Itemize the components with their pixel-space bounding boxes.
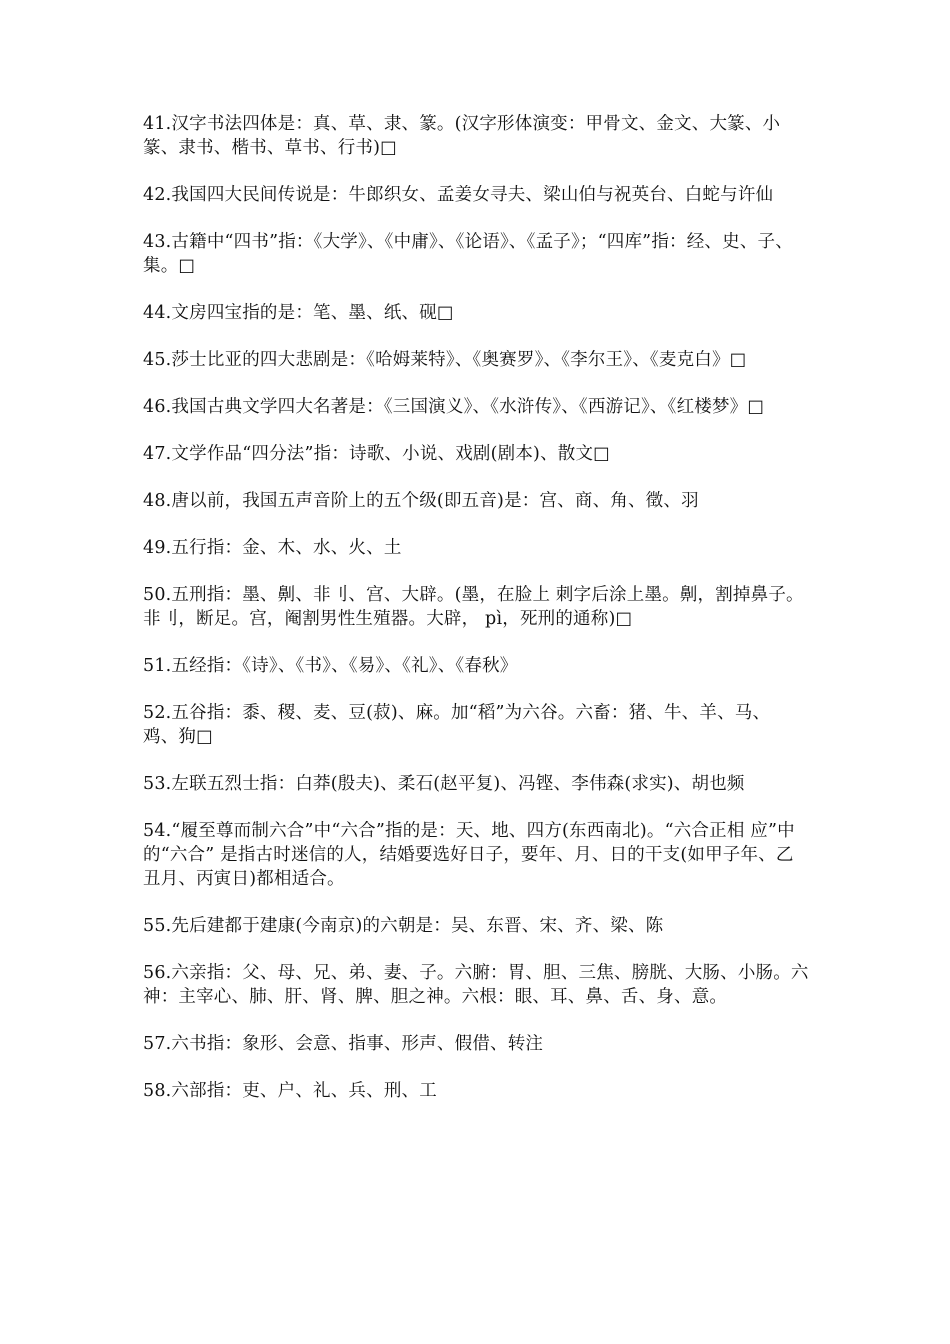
entry-49: 49.五行指：金、木、水、火、土 [143,538,402,558]
entry-52: 52.五谷指：黍、稷、麦、豆(菽)、麻。加“稻”为六谷。六畜：猪、牛、羊、马、 鸡、狗□ [143,703,771,747]
entry-41: 41.汉字书法四体是：真、草、隶、篆。(汉字形体演变：甲骨文、金文、大篆、小篆、隶书、楷书、草书、行书)□ [143,114,781,158]
entry-56: 56.六亲指：父、母、兄、弟、妻、子。六腑：胃、胆、三焦、膀胱、大肠、小肠。六神：主宰心、肺、肝、肾、脾、胆之神。六根：眼、耳、鼻、舌、身、意。 [143,963,809,1007]
entry-42: 42.我国四大民间传说是：牛郎织女、孟姜女寻夫、梁山伯与祝英台、白蛇与许仙 [143,185,774,205]
entry-57: 57.六书指：象形、会意、指事、形声、假借、转注 [143,1034,544,1054]
entry-55: 55.先后建都于建康(今南京)的六朝是：吴、东晋、宋、齐、梁、陈 [143,916,664,936]
entry-54: 54.“履至尊而制六合”中“六合”指的是：天、地、四方(东西南北)。“六合正相 应”中的“六合” 是指古时迷信的人，结婚要选好日子，要年、月、日的干支(如甲子年、乙丑月、丙寅日)都相适合。 [143,821,795,889]
entry-44: 44.文房四宝指的是：笔、墨、纸、砚□ [143,303,454,323]
entry-47: 47.文学作品“四分法”指：诗歌、小说、戏剧(剧本)、散文□ [143,444,610,464]
entry-43: 43.古籍中“四书”指：《大学》、《中庸》、《论语》、《孟子》；“四库”指：经、史、子、集。□ [143,232,793,276]
entry-48: 48.唐以前，我国五声音阶上的五个级(即五音)是：宫、商、角、徵、羽 [143,491,699,511]
entry-list [143,112,811,1126]
entry-51: 51.五经指：《诗》、《书》、《易》、《礼》、《春秋》 [143,656,518,676]
entry-45: 45.莎士比亚的四大悲剧是：《哈姆莱特》、《奥赛罗》、《李尔王》、《麦克白》□ [143,350,747,370]
entry-50: 50.五刑指：墨、劓、非刂、宫、大辟。(墨，在脸上 刺字后涂上墨。劓，割掉鼻子。非刂，断足。宫，阉割男性生殖器。大辟， pì，死刑的通称)□ [143,585,804,629]
entry-46: 46.我国古典文学四大名著是：《三国演义》、《水浒传》、《西游记》、《红楼梦》□ [143,397,765,417]
entry-58: 58.六部指：吏、户、礼、兵、刑、工 [143,1081,437,1101]
entry-53: 53.左联五烈士指：白莽(殷夫)、柔石(赵平复)、冯铿、李伟森(求实)、胡也频 [143,774,745,794]
